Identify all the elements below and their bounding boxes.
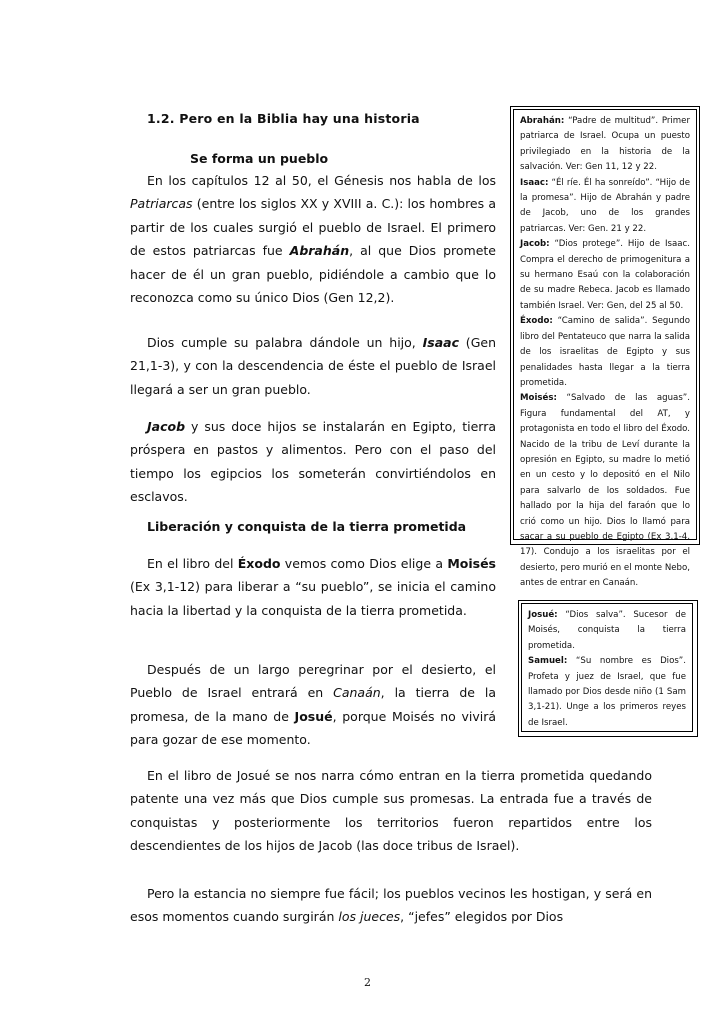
glossary-definition: “Él ríe. Él ha sonreído”. “Hijo de la promesa”. Hijo de Abrahán y padre de Jacob, uno de los grandes patriarcas. Ver: Gen. 21 y 22.: [520, 177, 690, 234]
glossary-entry: [520, 176, 690, 238]
glossary-definition: “Dios salva”. Sucesor de Moisés, conquista la tierra prometida.: [528, 610, 686, 651]
glossary-term: Josué:: [528, 610, 558, 620]
section-heading: 1.2. Pero en la Biblia hay una historia: [147, 111, 420, 126]
paragraph-jueces: Pero la estancia no siempre fue fácil; los pueblos vecinos les hostigan, y será en esos momentos cuando surgirán los jueces, “jefes” elegidos por Dios: [130, 886, 652, 925]
paragraph-josue: En el libro de Josué se nos narra cómo entran en la tierra prometida quedando patente una vez más que Dios cumple sus promesas. La entrada fue a través de conquistas y posteriormente los territorios fueron repartidos entre los descendientes de los hijos de Jacob (las doce tribus de Israel).: [130, 768, 652, 854]
paragraph-jacob: Jacob y sus doce hijos se instalarán en Egipto, tierra próspera en pastos y alimentos. Pero con el paso del tiempo los egipcios los someterán convirtiéndolos en esclavos.: [130, 419, 496, 505]
glossary-term: Jacob:: [520, 239, 550, 250]
glossary-entry: [520, 391, 690, 591]
glossary-definition: “Su nombre es Dios”. Profeta y juez de Israel, que fue llamado por Dios desde niño (1 Sam 3,1-21). Unge a los primeros reyes de Israel.: [528, 656, 686, 728]
glossary-entry: [520, 237, 690, 314]
paragraph-exodo: En el libro del Éxodo vemos como Dios elige a Moisés (Ex 3,1-12) para liberar a “su pueblo”, se inicia el camino hacia la libertad y la conquista de la tierra prometida.: [130, 556, 496, 618]
glossary-term: Isaac:: [520, 177, 549, 188]
paragraph-isaac: Dios cumple su palabra dándole un hijo, Isaac (Gen 21,1-3), y con la descendencia de éste el pueblo de Israel llegará a ser un gran pueblo.: [130, 335, 496, 397]
glossary-entry: [520, 314, 690, 391]
sidebox-glossary-1: [513, 109, 697, 589]
subheading-liberacion: Liberación y conquista de la tierra prometida: [147, 519, 467, 534]
glossary-definition: “Camino de salida”. Segundo libro del Pentateuco que narra la salida de los israelitas de Egipto y sus penalidades hasta llegar a la tierra prometida.: [520, 316, 690, 388]
paragraph-canaan: Después de un largo peregrinar por el desierto, el Pueblo de Israel entrará en Canaán, la tierra de la promesa, de la mano de Josué, porque Moisés no vivirá para gozar de ese momento.: [130, 662, 496, 748]
glossary-term: Samuel:: [528, 656, 568, 667]
glossary-entry: [528, 654, 686, 731]
subheading-se-forma: Se forma un pueblo: [190, 151, 329, 166]
glossary-term: Abrahán:: [520, 116, 565, 126]
glossary-entry: [528, 608, 686, 654]
glossary-definition: “Dios protege”. Hijo de Isaac. Compra el derecho de primogenitura a su hermano Esaú con la colaboración de su madre Rebeca. Jacob es llamado también Israel. Ver: Gen, del 25 al 50.: [520, 239, 690, 311]
glossary-term: Moisés:: [520, 393, 557, 404]
glossary-definition: “Salvado de las aguas”. Figura fundamental del AT, y protagonista en todo el libro del Éxodo. Nacido de la tribu de Leví durante la opresión en Egipto, su madre lo metió en un cesto y lo depositó en el Nilo para salvarlo de los soldados. Fue hallado por la hija del faraón que lo crió como un hijo. Dios lo llamó para sacar a su pueblo de Egipto (Ex 3,1-4, 17). Condujo a los israelitas por el desierto, pero murió en el monte Nebo, antes de entrar en Canaán.: [520, 393, 690, 589]
paragraph-patriarcas: En los capítulos 12 al 50, el Génesis nos habla de los Patriarcas (entre los siglos XX y XVIII a. C.): los hombres a partir de los cuales surgió el pueblo de Israel. El primero de estos patriarcas fue Abrahán, al que Dios promete hacer de él un gran pueblo, pidiéndole a cambio que lo reconozca como su único Dios (Gen 12,2).: [130, 173, 496, 306]
glossary-definition: “Padre de multitud”. Primer patriarca de Israel. Ocupa un puesto privilegiado en la historia de la salvación. Ver: Gen 11, 12 y 22.: [520, 116, 690, 173]
glossary-term: Éxodo:: [520, 316, 553, 327]
glossary-entry: [520, 114, 690, 176]
page-number: 2: [364, 976, 371, 989]
sidebox-glossary-2: [521, 603, 693, 732]
